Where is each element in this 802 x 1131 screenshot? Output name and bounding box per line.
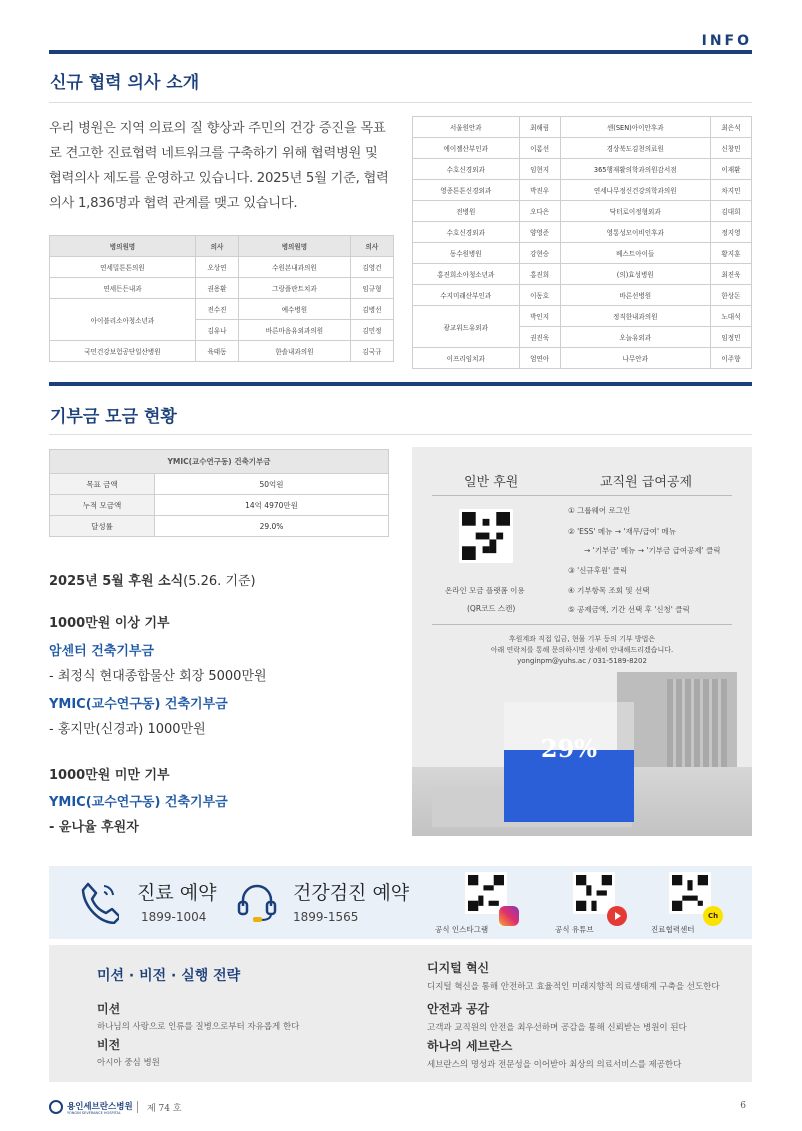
- table-cell: 광교위드유외과: [413, 306, 520, 348]
- table-row: [413, 222, 752, 243]
- table-cell: 수호신경외과: [413, 159, 520, 180]
- reserve-label: 진료 예약: [137, 882, 217, 904]
- table-row: [50, 257, 394, 278]
- table-cell: 임현지: [519, 159, 560, 180]
- table-cell: 이롬선: [519, 138, 560, 159]
- panel-divider: [432, 495, 732, 496]
- hospital-logo-text: 용인세브란스병원: [67, 1102, 133, 1112]
- mission-title: 미션 · 비전 · 실행 전략: [97, 968, 241, 984]
- table-cell: 50억원: [155, 474, 389, 495]
- table-cell: 닥터로이정형외과: [560, 201, 710, 222]
- table-cell: 권진욱: [519, 327, 560, 348]
- table-cell: 강현승: [519, 243, 560, 264]
- table-row: [413, 348, 752, 369]
- checkup-label: 건강검진 예약: [293, 882, 410, 904]
- hospital-logo-icon: [49, 1100, 63, 1114]
- table-cell: 홍진희: [519, 264, 560, 285]
- partners-table-left: [49, 235, 394, 362]
- table-cell: 임정민: [710, 327, 751, 348]
- donor-line: - 홍지만(신경과) 1000만원: [49, 722, 206, 737]
- table-cell: 차지민: [710, 180, 751, 201]
- table-cell: 한상돈: [710, 285, 751, 306]
- table-cell: 김유나: [195, 320, 238, 341]
- donation-title: 기부금 모금 현황: [50, 407, 177, 427]
- issue-number: 제 74 호: [147, 1104, 182, 1114]
- partners-divider: [49, 102, 752, 103]
- mission-head: 미션: [97, 1002, 121, 1016]
- notice-line-2: 아래 연락처를 통해 문의하시면 상세히 안내해드리겠습니다.: [490, 646, 674, 654]
- youtube-qr-code[interactable]: [573, 872, 615, 914]
- payroll-step: ⑤ 공제금액, 기간 선택 후 '신청' 클릭: [568, 605, 690, 614]
- table-cell: 정지영: [710, 222, 751, 243]
- table-row: [413, 243, 752, 264]
- table-cell: 권용환: [195, 278, 238, 299]
- fund-name: YMIC(교수연구동) 건축기부금: [49, 795, 228, 810]
- table-cell: 센(SEN)아이안후과: [560, 117, 710, 138]
- table-cell: 홍진희소아청소년과: [413, 264, 520, 285]
- table-cell: 14억 4970만원: [155, 495, 389, 516]
- news-heading: [49, 570, 399, 589]
- table-cell: 나무안과: [560, 348, 710, 369]
- news-title: 2025년 5월 후원 소식: [49, 574, 184, 589]
- table-row: [50, 341, 394, 362]
- table-cell: 김민정: [350, 320, 393, 341]
- table-cell: 수원본내과의원: [239, 257, 351, 278]
- table-cell: 목표 금액: [50, 474, 155, 495]
- table-cell: 베스트아이들: [560, 243, 710, 264]
- table-cell: 이동호: [519, 285, 560, 306]
- table-cell: 그랑플란트치과: [239, 278, 351, 299]
- table-cell: 육태동: [195, 341, 238, 362]
- table-cell: 이프리임치과: [413, 348, 520, 369]
- partners-intro: 우리 병원은 지역 의료의 질 향상과 주민의 건강 증진을 목표로 견고한 진료협력 네트워크를 구축하기 위해 협력병원 및 협력의사 제도를 운영하고 있습니다. 2025년 5월 기준, 협력의사 1,836명과 협력 관계를 맺고 있습니다.: [49, 121, 389, 211]
- strategy-head: 안전과 공감: [427, 1002, 490, 1016]
- payroll-step: ① 그룹웨어 로그인: [568, 506, 631, 515]
- table-row: [413, 264, 752, 285]
- partners-title: 신규 협력 의사 소개: [50, 73, 200, 93]
- table-cell: 김국규: [350, 341, 393, 362]
- table-cell: 황지훈: [710, 243, 751, 264]
- mission-text: 하나님의 사랑으로 인류를 질병으로부터 자유롭게 한다: [97, 1022, 300, 1032]
- table-cell: 수호신경외과: [413, 222, 520, 243]
- table-cell: 국민건강보험공단일산병원: [50, 341, 196, 362]
- vision-head: 비전: [97, 1038, 121, 1052]
- table-cell: 경상북도김천의료원: [560, 138, 710, 159]
- hospital-logo-sub: YONGIN SEVERANCE HOSPITAL: [67, 1111, 121, 1115]
- table-cell: 365행재활의학과의원감서점: [560, 159, 710, 180]
- header-rule: [49, 50, 752, 54]
- table-cell: 박인지: [519, 306, 560, 327]
- table-row: [50, 278, 394, 299]
- table-cell: 임규형: [350, 278, 393, 299]
- table-header-row: [50, 450, 389, 474]
- table-cell: 정직한내과의원: [560, 306, 710, 327]
- table-cell: 오늘유외과: [560, 327, 710, 348]
- table-cell: 영종튼튼신경외과: [413, 180, 520, 201]
- table-cell: 최해림: [519, 117, 560, 138]
- table-cell: 오다은: [519, 201, 560, 222]
- contact-band: [49, 866, 752, 939]
- table-cell: 최은석: [710, 117, 751, 138]
- table-row: [413, 180, 752, 201]
- table-cell: 한솔내과의원: [239, 341, 351, 362]
- column-header: 의사: [195, 236, 238, 257]
- table-row: [413, 306, 752, 327]
- strategy-head: 디지털 혁신: [427, 961, 490, 975]
- column-header: 병의원명: [239, 236, 351, 257]
- instagram-icon: [499, 906, 519, 926]
- page-number: 6: [740, 1101, 746, 1111]
- strategy-head: 하나의 세브란스: [427, 1039, 513, 1053]
- progress-label: 29%: [540, 734, 598, 763]
- table-cell: 이재환: [710, 159, 751, 180]
- notice-contact: yonginpm@yuhs.ac / 031-5189-8202: [517, 657, 647, 665]
- youtube-label: 공식 유튜브: [555, 925, 594, 934]
- cooperation-label: 진료협력센터: [651, 925, 695, 934]
- table-cell: 누적 모금액: [50, 495, 155, 516]
- table-cell: 바른마음유외과의원: [239, 320, 351, 341]
- table-row: [50, 516, 389, 537]
- building-windows: [667, 679, 727, 769]
- strategy-text: 세브란스의 명성과 전문성을 이어받아 최상의 의료서비스를 제공한다: [427, 1060, 682, 1070]
- table-row: [50, 299, 394, 320]
- table-cell: 신창민: [710, 138, 751, 159]
- table-cell: 서울원안과: [413, 117, 520, 138]
- table-cell: 오상연: [195, 257, 238, 278]
- table-cell: 김대희: [710, 201, 751, 222]
- table-row: [413, 138, 752, 159]
- partners-table-right: [412, 116, 752, 369]
- donation-group-label: 1000만원 이상 기부: [49, 616, 170, 631]
- footer: [49, 1100, 752, 1120]
- payroll-step: ② 'ESS' 메뉴 → '재무/급여' 메뉴: [568, 527, 676, 536]
- table-cell: 연세밀튼튼의원: [50, 257, 196, 278]
- table-cell: 아이블리소아청소년과: [50, 299, 196, 341]
- instagram-label: 공식 인스타그램: [435, 925, 489, 934]
- general-line-2: (QR코드 스캔): [467, 604, 516, 613]
- panel-divider: [432, 624, 732, 625]
- donation-divider: [49, 434, 752, 435]
- table-cell: (의)효성병원: [560, 264, 710, 285]
- donation-info-panel: [412, 447, 752, 836]
- donation-qr-code[interactable]: [459, 509, 513, 563]
- table-cell: 박진우: [519, 180, 560, 201]
- reserve-phone[interactable]: 1899-1004: [141, 910, 207, 924]
- table-cell: 김병선: [350, 299, 393, 320]
- column-header: 의사: [350, 236, 393, 257]
- section-rule: [49, 382, 752, 386]
- payroll-step: → '기부금' 메뉴 → '기부금 급여공제' 클릭: [584, 546, 721, 555]
- news-date: (5.26. 기준): [183, 574, 256, 589]
- donation-group-label: 1000만원 미만 기부: [49, 768, 170, 783]
- table-row: [413, 159, 752, 180]
- mission-box: [49, 945, 752, 1082]
- payroll-donation-title: 교직원 급여공제: [600, 475, 693, 490]
- donation-table-title: YMIC(교수연구동) 건축기부금: [50, 450, 389, 474]
- table-cell: 동수원병원: [413, 243, 520, 264]
- table-row: [413, 201, 752, 222]
- table-cell: 29.0%: [155, 516, 389, 537]
- fund-name: YMIC(교수연구동) 건축기부금: [49, 697, 228, 712]
- strategy-text: 디지털 혁신을 통해 안전하고 효율적인 미래지향적 의료생태계 구축을 선도한다: [427, 982, 720, 992]
- table-row: [50, 474, 389, 495]
- footer-divider: [137, 1101, 138, 1113]
- table-cell: 최진욱: [710, 264, 751, 285]
- table-cell: 수지미래산부인과: [413, 285, 520, 306]
- section-label: INFO: [701, 33, 752, 49]
- notice-line-1: 후원계좌 직접 입금, 현물 기부 등의 기부 방법은: [508, 635, 656, 643]
- kakao-channel-icon: Ch: [703, 906, 723, 926]
- table-cell: 김영건: [350, 257, 393, 278]
- table-cell: 연세든든내과: [50, 278, 196, 299]
- table-cell: 이주향: [710, 348, 751, 369]
- table-cell: 영통성모이비인후과: [560, 222, 710, 243]
- table-cell: 예수병원: [239, 299, 351, 320]
- table-cell: 엄연아: [519, 348, 560, 369]
- general-line-1: 온라인 모금 플랫폼 이용: [445, 586, 525, 595]
- table-row: [50, 495, 389, 516]
- headset-icon: [237, 882, 277, 928]
- column-header: 병의원명: [50, 236, 196, 257]
- table-cell: 에이젤산부인과: [413, 138, 520, 159]
- table-cell: 전병원: [413, 201, 520, 222]
- table-row: [413, 117, 752, 138]
- cooperation-qr-code[interactable]: [669, 872, 711, 914]
- donor-line: - 윤나율 후원자: [49, 820, 139, 835]
- fund-name: 암센터 건축기부금: [49, 644, 154, 659]
- payroll-step: ④ 기부항목 조회 및 선택: [568, 586, 650, 595]
- table-cell: 달성률: [50, 516, 155, 537]
- youtube-icon: [607, 906, 627, 926]
- table-cell: 바른선병원: [560, 285, 710, 306]
- strategy-text: 고객과 교직원의 안전을 최우선하며 공감을 통해 신뢰받는 병원이 된다: [427, 1023, 687, 1033]
- donation-table: [49, 449, 389, 537]
- phone-icon: [79, 880, 119, 928]
- vision-text: 아시아 중심 병원: [97, 1058, 160, 1068]
- general-donation-title: 일반 후원: [464, 475, 519, 490]
- table-cell: 전수진: [195, 299, 238, 320]
- checkup-phone[interactable]: 1899-1565: [293, 910, 359, 924]
- table-header-row: [50, 236, 394, 257]
- table-cell: 연세나무정신건강의학과의원: [560, 180, 710, 201]
- table-cell: 양영준: [519, 222, 560, 243]
- table-cell: 노대석: [710, 306, 751, 327]
- payroll-step: ③ '신규후원' 클릭: [568, 566, 628, 575]
- table-row: [413, 285, 752, 306]
- donor-line: - 최정식 현대종합물산 회장 5000만원: [49, 669, 267, 684]
